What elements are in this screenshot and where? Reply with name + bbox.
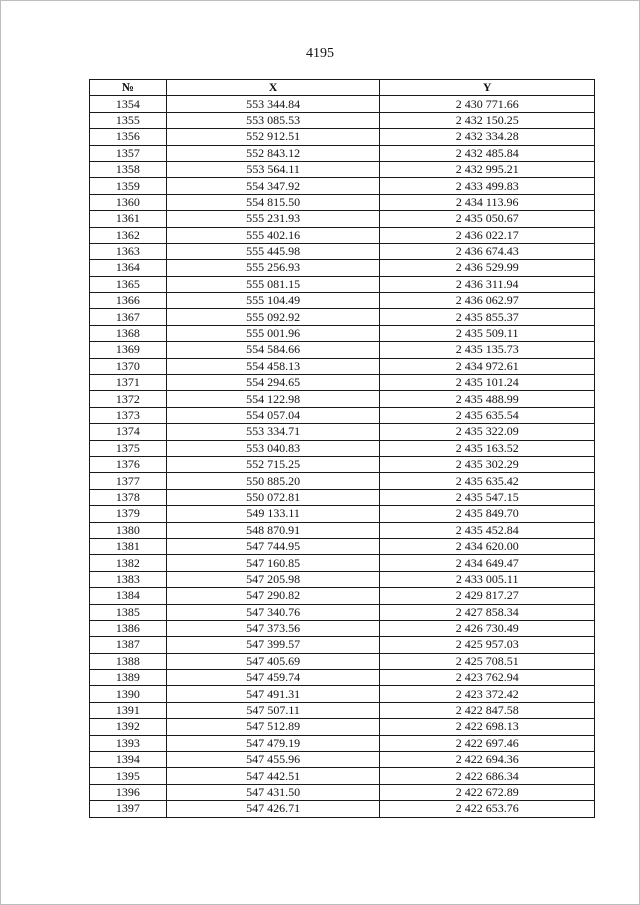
cell-number: 1366 [90, 293, 167, 309]
table-row [90, 620, 595, 636]
cell-number: 1382 [90, 555, 167, 571]
cell-number: 1368 [90, 325, 167, 341]
cell-y: 2 432 334.28 [380, 129, 595, 145]
table-row [90, 96, 595, 112]
table-row [90, 129, 595, 145]
cell-number: 1369 [90, 342, 167, 358]
cell-number: 1365 [90, 276, 167, 292]
table-row [90, 801, 595, 817]
cell-x: 553 344.84 [166, 96, 380, 112]
table-row [90, 211, 595, 227]
header-number: № [90, 80, 167, 96]
cell-y: 2 434 113.96 [380, 194, 595, 210]
cell-x: 547 431.50 [166, 784, 380, 800]
cell-x: 553 334.71 [166, 424, 380, 440]
table-row [90, 522, 595, 538]
cell-number: 1393 [90, 735, 167, 751]
cell-number: 1395 [90, 768, 167, 784]
table-row [90, 309, 595, 325]
cell-x: 555 092.92 [166, 309, 380, 325]
table-row [90, 276, 595, 292]
cell-x: 547 373.56 [166, 620, 380, 636]
cell-x: 554 815.50 [166, 194, 380, 210]
cell-number: 1354 [90, 96, 167, 112]
table-row [90, 604, 595, 620]
cell-y: 2 422 672.89 [380, 784, 595, 800]
cell-x: 555 402.16 [166, 227, 380, 243]
cell-number: 1363 [90, 243, 167, 259]
table-row [90, 653, 595, 669]
cell-number: 1394 [90, 752, 167, 768]
cell-x: 555 445.98 [166, 243, 380, 259]
cell-x: 554 458.13 [166, 358, 380, 374]
table-row [90, 702, 595, 718]
cell-number: 1367 [90, 309, 167, 325]
cell-y: 2 432 150.25 [380, 112, 595, 128]
cell-number: 1360 [90, 194, 167, 210]
cell-x: 547 205.98 [166, 571, 380, 587]
cell-y: 2 422 686.34 [380, 768, 595, 784]
table-row [90, 686, 595, 702]
cell-x: 547 160.85 [166, 555, 380, 571]
cell-y: 2 435 547.15 [380, 489, 595, 505]
cell-x: 547 479.19 [166, 735, 380, 751]
table-row [90, 145, 595, 161]
page-number: 4195 [306, 46, 334, 61]
cell-y: 2 435 101.24 [380, 375, 595, 391]
table-row [90, 342, 595, 358]
table-row [90, 325, 595, 341]
table-row [90, 489, 595, 505]
cell-number: 1370 [90, 358, 167, 374]
table-row [90, 375, 595, 391]
cell-y: 2 436 311.94 [380, 276, 595, 292]
header-x: X [166, 80, 380, 96]
cell-x: 552 843.12 [166, 145, 380, 161]
cell-y: 2 435 635.42 [380, 473, 595, 489]
cell-number: 1384 [90, 588, 167, 604]
cell-y: 2 435 509.11 [380, 325, 595, 341]
cell-x: 547 290.82 [166, 588, 380, 604]
cell-x: 547 399.57 [166, 637, 380, 653]
cell-x: 548 870.91 [166, 522, 380, 538]
cell-x: 547 744.95 [166, 538, 380, 554]
cell-y: 2 432 995.21 [380, 161, 595, 177]
cell-y: 2 422 697.46 [380, 735, 595, 751]
cell-number: 1391 [90, 702, 167, 718]
table-row [90, 243, 595, 259]
cell-number: 1372 [90, 391, 167, 407]
cell-y: 2 422 653.76 [380, 801, 595, 817]
cell-y: 2 433 499.83 [380, 178, 595, 194]
cell-x: 550 072.81 [166, 489, 380, 505]
cell-y: 2 436 062.97 [380, 293, 595, 309]
cell-y: 2 435 322.09 [380, 424, 595, 440]
cell-number: 1356 [90, 129, 167, 145]
cell-number: 1358 [90, 161, 167, 177]
cell-number: 1373 [90, 407, 167, 423]
cell-x: 547 459.74 [166, 670, 380, 686]
cell-number: 1378 [90, 489, 167, 505]
cell-number: 1355 [90, 112, 167, 128]
cell-y: 2 423 372.42 [380, 686, 595, 702]
cell-y: 2 423 762.94 [380, 670, 595, 686]
cell-x: 555 104.49 [166, 293, 380, 309]
table-row [90, 227, 595, 243]
cell-x: 547 442.51 [166, 768, 380, 784]
cell-number: 1383 [90, 571, 167, 587]
cell-x: 547 405.69 [166, 653, 380, 669]
table-row [90, 391, 595, 407]
table-row [90, 784, 595, 800]
cell-y: 2 436 022.17 [380, 227, 595, 243]
cell-y: 2 435 855.37 [380, 309, 595, 325]
cell-y: 2 422 847.58 [380, 702, 595, 718]
cell-number: 1379 [90, 506, 167, 522]
header-y: Y [380, 80, 595, 96]
table-row [90, 293, 595, 309]
cell-number: 1359 [90, 178, 167, 194]
cell-x: 547 455.96 [166, 752, 380, 768]
cell-number: 1397 [90, 801, 167, 817]
table-row [90, 112, 595, 128]
cell-y: 2 433 005.11 [380, 571, 595, 587]
cell-x: 555 001.96 [166, 325, 380, 341]
table-row [90, 768, 595, 784]
cell-y: 2 436 674.43 [380, 243, 595, 259]
cell-number: 1377 [90, 473, 167, 489]
cell-number: 1361 [90, 211, 167, 227]
cell-number: 1364 [90, 260, 167, 276]
table-row [90, 440, 595, 456]
cell-x: 547 491.31 [166, 686, 380, 702]
cell-y: 2 436 529.99 [380, 260, 595, 276]
cell-number: 1371 [90, 375, 167, 391]
cell-y: 2 422 694.36 [380, 752, 595, 768]
cell-y: 2 430 771.66 [380, 96, 595, 112]
cell-y: 2 427 858.34 [380, 604, 595, 620]
cell-y: 2 435 849.70 [380, 506, 595, 522]
table-row [90, 752, 595, 768]
cell-number: 1388 [90, 653, 167, 669]
cell-x: 554 122.98 [166, 391, 380, 407]
cell-x: 555 256.93 [166, 260, 380, 276]
cell-x: 549 133.11 [166, 506, 380, 522]
cell-number: 1374 [90, 424, 167, 440]
cell-number: 1381 [90, 538, 167, 554]
cell-number: 1389 [90, 670, 167, 686]
cell-x: 554 347.92 [166, 178, 380, 194]
cell-number: 1390 [90, 686, 167, 702]
table-row [90, 571, 595, 587]
cell-y: 2 435 302.29 [380, 456, 595, 472]
cell-number: 1375 [90, 440, 167, 456]
cell-y: 2 434 620.00 [380, 538, 595, 554]
table-row [90, 719, 595, 735]
cell-y: 2 435 635.54 [380, 407, 595, 423]
cell-number: 1357 [90, 145, 167, 161]
table-row [90, 538, 595, 554]
cell-number: 1396 [90, 784, 167, 800]
cell-y: 2 425 708.51 [380, 653, 595, 669]
cell-x: 555 081.15 [166, 276, 380, 292]
cell-x: 547 507.11 [166, 702, 380, 718]
cell-x: 552 912.51 [166, 129, 380, 145]
cell-y: 2 435 163.52 [380, 440, 595, 456]
table-row [90, 555, 595, 571]
cell-number: 1385 [90, 604, 167, 620]
coordinates-table [89, 79, 595, 818]
cell-number: 1386 [90, 620, 167, 636]
cell-x: 553 040.83 [166, 440, 380, 456]
table-row [90, 473, 595, 489]
cell-number: 1362 [90, 227, 167, 243]
cell-y: 2 435 452.84 [380, 522, 595, 538]
table-body [90, 96, 595, 817]
cell-number: 1387 [90, 637, 167, 653]
table-row [90, 194, 595, 210]
table-row [90, 260, 595, 276]
cell-number: 1392 [90, 719, 167, 735]
table-row [90, 178, 595, 194]
cell-y: 2 435 135.73 [380, 342, 595, 358]
cell-x: 547 512.89 [166, 719, 380, 735]
table-row [90, 161, 595, 177]
cell-number: 1380 [90, 522, 167, 538]
cell-y: 2 426 730.49 [380, 620, 595, 636]
cell-x: 547 340.76 [166, 604, 380, 620]
table-row [90, 407, 595, 423]
cell-x: 554 057.04 [166, 407, 380, 423]
cell-x: 553 085.53 [166, 112, 380, 128]
table-row [90, 424, 595, 440]
table-header-row [90, 80, 595, 96]
cell-x: 555 231.93 [166, 211, 380, 227]
table-row [90, 456, 595, 472]
cell-x: 554 584.66 [166, 342, 380, 358]
cell-y: 2 434 972.61 [380, 358, 595, 374]
table-row [90, 588, 595, 604]
cell-y: 2 435 050.67 [380, 211, 595, 227]
cell-y: 2 429 817.27 [380, 588, 595, 604]
cell-x: 547 426.71 [166, 801, 380, 817]
table-row [90, 637, 595, 653]
cell-y: 2 432 485.84 [380, 145, 595, 161]
cell-x: 554 294.65 [166, 375, 380, 391]
cell-y: 2 435 488.99 [380, 391, 595, 407]
table-row [90, 358, 595, 374]
table-row [90, 670, 595, 686]
cell-x: 553 564.11 [166, 161, 380, 177]
table-row [90, 506, 595, 522]
cell-x: 552 715.25 [166, 456, 380, 472]
cell-x: 550 885.20 [166, 473, 380, 489]
cell-y: 2 425 957.03 [380, 637, 595, 653]
cell-y: 2 434 649.47 [380, 555, 595, 571]
table-row [90, 735, 595, 751]
cell-y: 2 422 698.13 [380, 719, 595, 735]
cell-number: 1376 [90, 456, 167, 472]
